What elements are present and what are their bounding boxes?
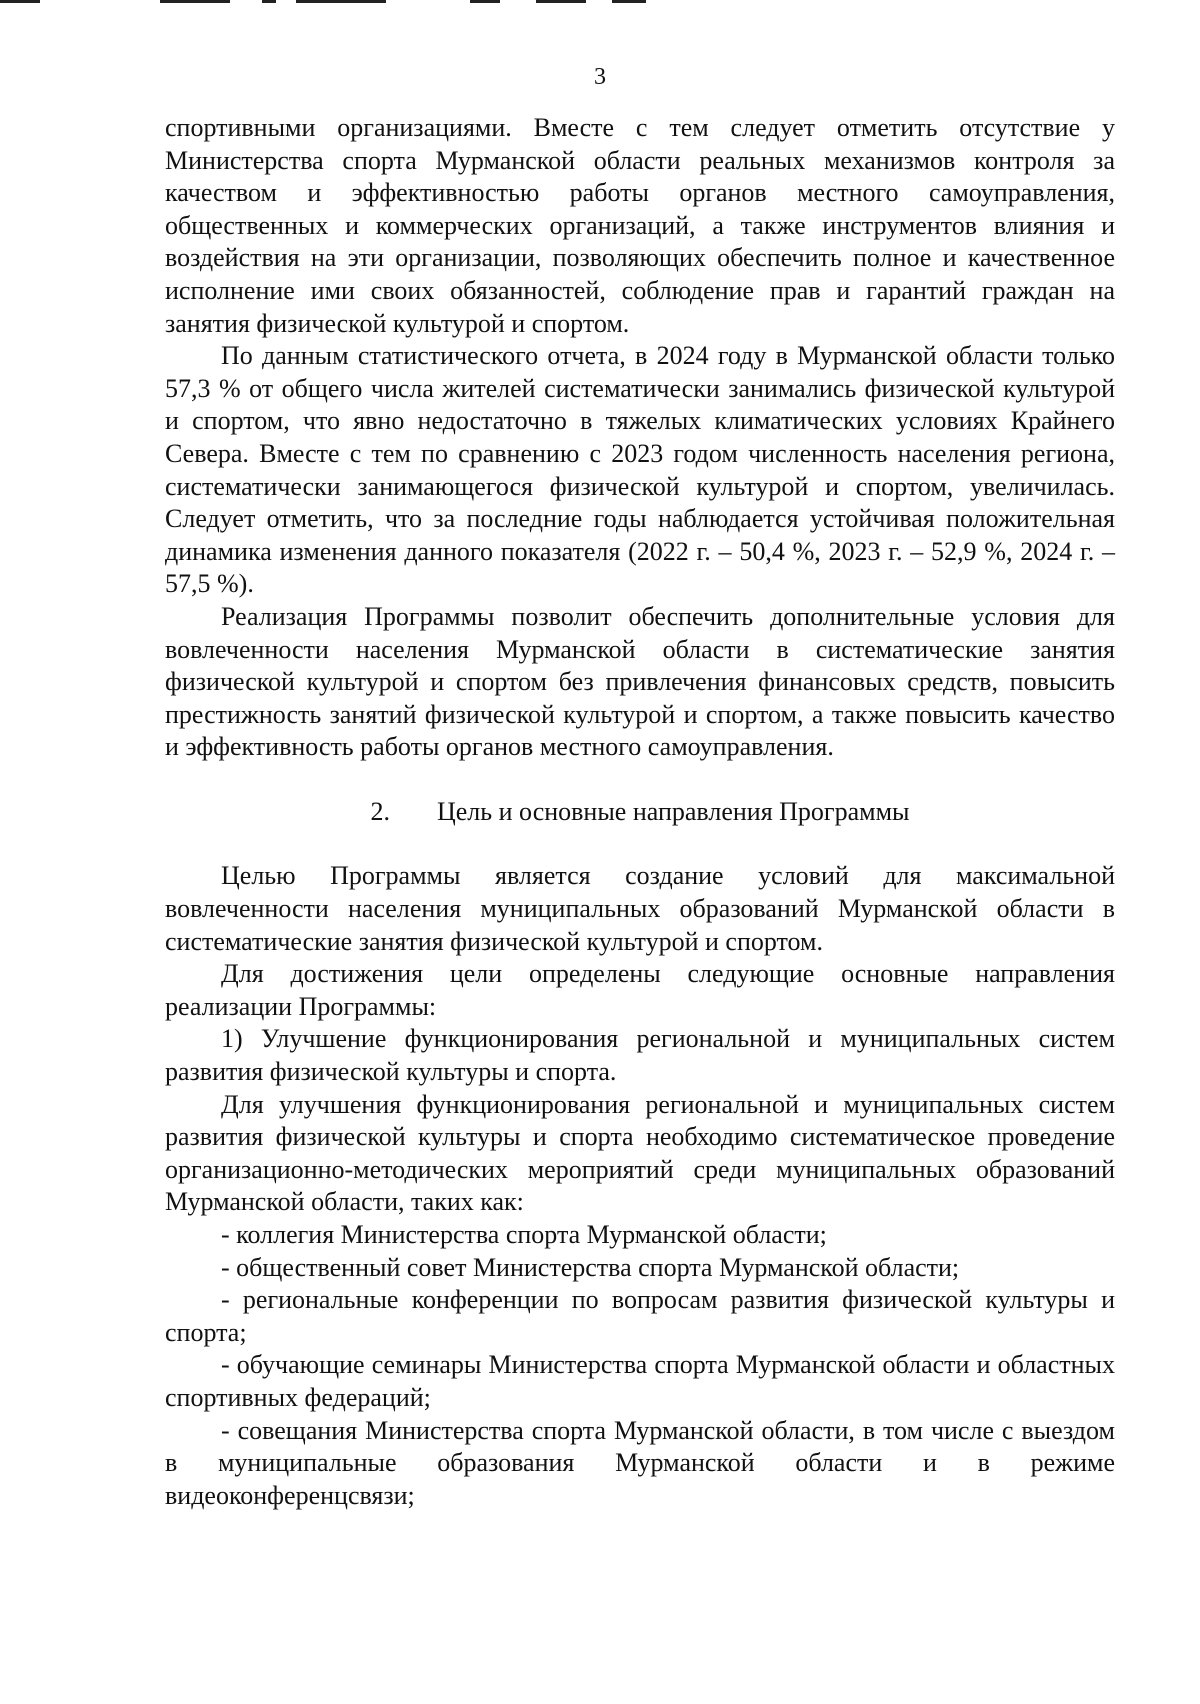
paragraph-statistics: По данным статистического отчета, в 2024 году в Мурманской области только 57,3 % от общего числа жителей систематически занимались физической культурой и спортом, что явно недостаточно в тяжелых климатических условиях Крайнего Севера. Вместе с тем по сравнению с 2023 годом численность населения региона, систематически занимающегося физической культурой и спортом, увеличилась. Следует отметить, что за последние годы наблюдается устойчивая положительная динамика изменения данного показателя (2022 г. – 50,4 %, 2023 г. – 52,9 %, 2024 г. – 57,5 %).: [165, 341, 1115, 599]
paragraph-directions-intro: Для достижения цели определены следующие основные направления реализации Программы:: [165, 959, 1115, 1021]
section-title: Цель и основные направления Программы: [436, 796, 910, 826]
list-item-training-seminars: - обучающие семинары Министерства спорта Мурманской области и областных спортивных федераций;: [165, 1350, 1115, 1412]
list-item-collegium: - коллегия Министерства спорта Мурманской области;: [221, 1220, 827, 1249]
list-item-public-council: - общественный совет Министерства спорта Мурманской области;: [221, 1252, 960, 1282]
section-number: 2.: [370, 796, 390, 826]
list-item-meetings: - совещания Министерства спорта Мурманской области, в том числе с выездом в муниципальные образования Мурманской области и в режиме видеоконференцсвязи;: [165, 1415, 1115, 1510]
scan-edge-marks: [0, 0, 1200, 6]
paragraph-direction-1-details: Для улучшения функционирования региональной и муниципальных систем развития физической культуры и спорта необходимо систематическое проведение организационно-методических мероприятий среди муниципальных образований Мурманской области, таких как:: [165, 1089, 1115, 1217]
list-item-regional-conferences: - региональные конференции по вопросам развития физической культуры и спорта;: [165, 1285, 1115, 1347]
paragraph-program-implementation: Реализация Программы позволит обеспечить дополнительные условия для вовлеченности населения Мурманской области в систематические занятия физической культурой и спортом без привлечения финансовых средств, повысить престижность занятий физической культурой и спортом, а также повысить качество и эффективность работы органов местного самоуправления.: [165, 601, 1115, 762]
list-item-direction-1: 1) Улучшение функционирования региональной и муниципальных систем развития физической культуры и спорта.: [165, 1024, 1115, 1087]
paragraph-program-goal: Целью Программы является создание условий для максимальной вовлеченности населения муниципальных образований Мурманской области в систематические занятия физической культурой и спортом.: [165, 861, 1115, 956]
section-heading: [165, 796, 1115, 829]
page-number: 3: [594, 64, 606, 90]
paragraph-continuation: спортивными организациями. Вместе с тем следует отметить отсутствие у Министерства спорта Мурманской области реальных механизмов контроля за качеством и эффективностью работы органов местного самоуправления, общественных и коммерческих организаций, а также инструментов влияния и воздействия на эти организации, позволяющих обеспечить полное и качественное исполнение ими своих обязанностей, соблюдение прав и гарантий граждан на занятия физической культурой и спортом.: [165, 113, 1115, 338]
document-body: [165, 112, 1115, 1512]
